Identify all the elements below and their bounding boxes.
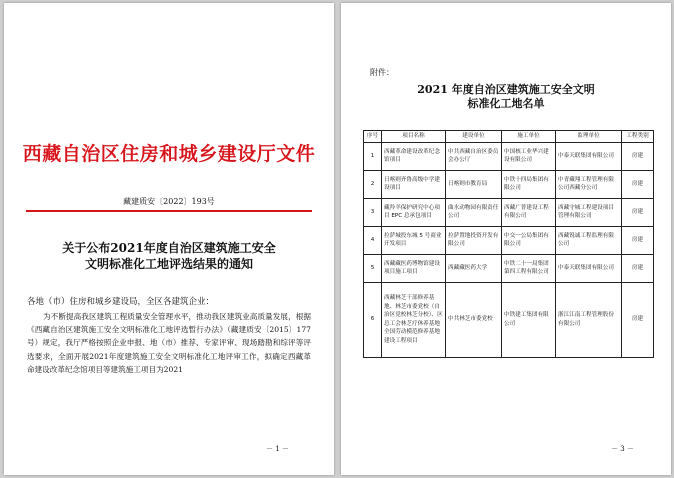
document-page-1: [4, 3, 334, 475]
table-cell: 中共西藏自治区委员会办公厅: [446, 142, 502, 170]
table-cell: 3: [364, 198, 382, 226]
table-cell: 曲水动物园有限责任公司: [446, 198, 502, 226]
table-row: [364, 170, 654, 198]
page-number: － 3 －: [611, 445, 634, 453]
table-cell: 日喀则市教育局: [446, 170, 502, 198]
list-title: [341, 83, 671, 111]
table-cell: 西藏广普建设工程有限公司: [502, 198, 556, 226]
table-cell: 中泰天联集团有限公司: [556, 142, 622, 170]
list-title-line-1: 2021 年度自治区建筑施工安全文明: [417, 83, 595, 96]
table-cell: 房建: [622, 226, 654, 254]
table-cell: 中共林芝市委党校: [446, 282, 502, 357]
table-cell: 西藏藏医药博物馆建设项目施工项目: [382, 254, 446, 282]
table-cell: 5: [364, 254, 382, 282]
table-cell: 日喀则齐鲁高级中学建设项目: [382, 170, 446, 198]
table-row: [364, 282, 654, 357]
document-number: 藏建质安〔2022〕193号: [123, 197, 215, 206]
table-cell: 西藏革命建设改革纪念馆项目: [382, 142, 446, 170]
document-page-3: [341, 3, 671, 475]
table-cell: 西藏锐诚工程监理有限公司: [556, 226, 622, 254]
table-cell: 藏羚羊保护研究中心项目 EPC 总承包项目: [382, 198, 446, 226]
column-header: 项目名称: [382, 131, 446, 143]
table-cell: 房建: [622, 282, 654, 357]
table-cell: 房建: [622, 142, 654, 170]
page-number: － 1 －: [266, 445, 289, 453]
notice-body: [27, 310, 311, 376]
list-title-line-2: 标准化工地名单: [467, 97, 545, 110]
table-cell: 4: [364, 226, 382, 254]
notice-title: [4, 240, 334, 272]
table-header-row: [364, 131, 654, 143]
table-cell: 中铁十四局集团有限公司: [502, 170, 556, 198]
table-cell: 房建: [622, 198, 654, 226]
table-cell: 房建: [622, 170, 654, 198]
table-cell: 中国核工业华兴建设有限公司: [502, 142, 556, 170]
table-cell: 浙江江南工程管理股份有限公司: [556, 282, 622, 357]
body-paragraph: 为不断提高我区建筑工程质量安全管理水平，推动我区建筑业高质量发展，根据《西藏自治区建筑施工安全文明标准化工地评选暂行办法》（藏建质安〔2015〕177号）规定，我厅严格按照企业申报、地（市）推荐、专家评审、现场踏勘和综评等评选要求，全面开展2021年度建筑施工安全文明标准化工地评审工作，拟确定西藏革命建设改革纪念馆项目等建筑施工项目为2021: [27, 312, 311, 374]
table-cell: 西藏守城工程建设项目管理有限公司: [556, 198, 622, 226]
column-header: 监理单位: [556, 131, 622, 143]
table-row: [364, 142, 654, 170]
table-row: [364, 198, 654, 226]
table-cell: 西藏藏医药大学: [446, 254, 502, 282]
table-row: [364, 226, 654, 254]
notice-title-line-2: 文明标准化工地评选结果的通知: [84, 257, 253, 271]
table-cell: 中泰天联集团有限公司: [556, 254, 622, 282]
site-list-table: [363, 130, 654, 358]
table-cell: 中铁二十一局集团第四工程有限公司: [502, 254, 556, 282]
table-cell: 中铁建工集团有限公司: [502, 282, 556, 357]
column-header: 序号: [364, 131, 382, 143]
notice-title-line-1: 关于公布2021年度自治区建筑施工安全: [62, 241, 276, 255]
column-header: 施工单位: [502, 131, 556, 143]
table-cell: 1: [364, 142, 382, 170]
table-cell: 中青藏翔工程管理有限公司西藏分公司: [556, 170, 622, 198]
issuer-header: 西藏自治区住房和城乡建设厅文件: [22, 143, 316, 165]
table-cell: 房建: [622, 254, 654, 282]
table-cell: 西藏林芝干部修养基地、林芝市委党校（自治区党校林芝分校）、区总工会林芝疗休养基地 全国劳动模范修养基地 建设工程项目: [382, 282, 446, 357]
table-cell: 6: [364, 282, 382, 357]
column-header: 建设单位: [446, 131, 502, 143]
table-cell: 拉萨置地投资开发有限公司: [446, 226, 502, 254]
table-cell: 2: [364, 170, 382, 198]
table-cell: 拉萨城投东城 5 号商业开发项目: [382, 226, 446, 254]
column-header: 工程类别: [622, 131, 654, 143]
table-row: [364, 254, 654, 282]
attachment-label: 附件：: [370, 68, 394, 77]
addressee: 各地（市）住房和城乡建设局，全区各建筑企业：: [27, 297, 215, 307]
header-divider: [26, 210, 312, 212]
table-cell: 中交一公局集团有限公司: [502, 226, 556, 254]
